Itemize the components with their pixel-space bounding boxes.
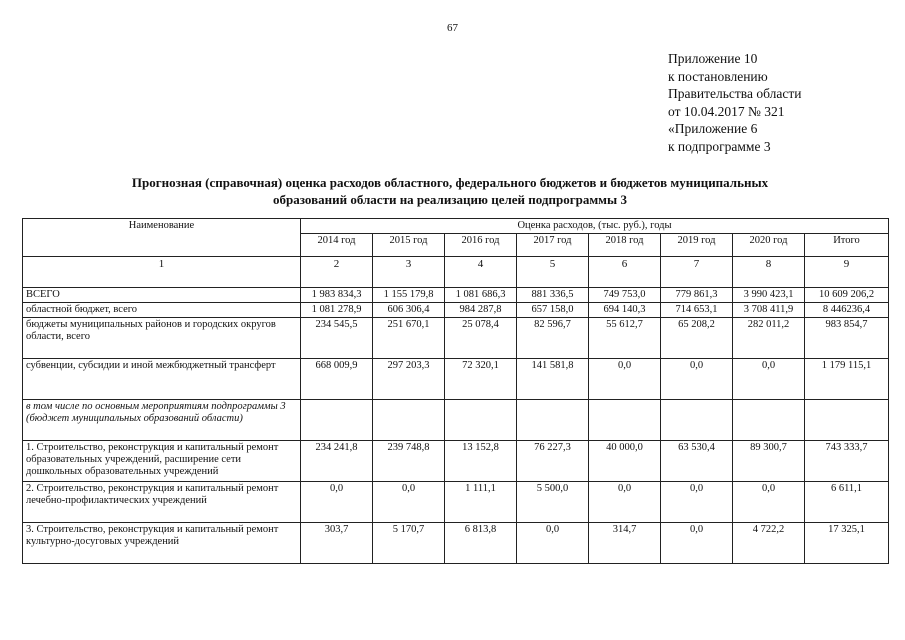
table-row xyxy=(23,441,889,482)
row-value: 0,0 xyxy=(661,359,733,400)
header-year: 2017 год xyxy=(517,234,589,257)
appendix-line: к постановлению xyxy=(668,68,768,84)
row-value: 234 545,5 xyxy=(301,318,373,359)
row-value: 657 158,0 xyxy=(517,303,589,318)
appendix-block xyxy=(668,50,801,155)
row-name: в том числе по основным мероприятиям подпрограммы 3 (бюджет муниципальных образований области) xyxy=(23,400,301,441)
row-value: 3 708 411,9 xyxy=(733,303,805,318)
budget-table xyxy=(22,218,889,564)
row-value xyxy=(733,400,805,441)
header-year: 2019 год xyxy=(661,234,733,257)
row-value xyxy=(805,400,889,441)
appendix-line: Приложение 10 xyxy=(668,51,758,66)
row-value: 25 078,4 xyxy=(445,318,517,359)
column-number: 6 xyxy=(589,257,661,288)
row-value: 743 333,7 xyxy=(805,441,889,482)
column-number: 4 xyxy=(445,257,517,288)
appendix-line: к подпрограмме 3 xyxy=(668,138,771,154)
column-number: 7 xyxy=(661,257,733,288)
row-value: 1 081 278,9 xyxy=(301,303,373,318)
row-value: 141 581,8 xyxy=(517,359,589,400)
row-value: 63 530,4 xyxy=(661,441,733,482)
row-value: 881 336,5 xyxy=(517,288,589,303)
header-year: 2018 год xyxy=(589,234,661,257)
row-name: ВСЕГО xyxy=(23,288,301,303)
row-value: 0,0 xyxy=(517,523,589,564)
column-number: 8 xyxy=(733,257,805,288)
row-value: 606 306,4 xyxy=(373,303,445,318)
row-value: 694 140,3 xyxy=(589,303,661,318)
row-value: 13 152,8 xyxy=(445,441,517,482)
appendix-line: Правительства области xyxy=(668,86,802,101)
row-value xyxy=(661,400,733,441)
row-value: 17 325,1 xyxy=(805,523,889,564)
row-value xyxy=(373,400,445,441)
row-value: 983 854,7 xyxy=(805,318,889,359)
row-name: 3. Строительство, реконструкция и капитальный ремонт культурно-досуговых учреждений xyxy=(23,523,301,564)
row-value: 749 753,0 xyxy=(589,288,661,303)
row-value: 1 179 115,1 xyxy=(805,359,889,400)
row-name: бюджеты муниципальных районов и городских округов области, всего xyxy=(23,318,301,359)
row-value: 3 990 423,1 xyxy=(733,288,805,303)
header-year: Итого xyxy=(805,234,889,257)
row-value: 297 203,3 xyxy=(373,359,445,400)
column-number: 5 xyxy=(517,257,589,288)
row-value: 1 081 686,3 xyxy=(445,288,517,303)
row-value: 76 227,3 xyxy=(517,441,589,482)
header-name: Наименование xyxy=(23,219,301,257)
row-value: 1 155 179,8 xyxy=(373,288,445,303)
table-row xyxy=(23,400,889,441)
row-value: 72 320,1 xyxy=(445,359,517,400)
row-value: 0,0 xyxy=(589,359,661,400)
row-value xyxy=(301,400,373,441)
row-value: 668 009,9 xyxy=(301,359,373,400)
row-value: 0,0 xyxy=(661,523,733,564)
table-row xyxy=(23,482,889,523)
row-value: 0,0 xyxy=(589,482,661,523)
row-value: 239 748,8 xyxy=(373,441,445,482)
header-year: 2014 год xyxy=(301,234,373,257)
row-value: 714 653,1 xyxy=(661,303,733,318)
column-number: 1 xyxy=(23,257,301,288)
document-title xyxy=(40,174,860,208)
appendix-line: «Приложение 6 xyxy=(668,121,758,136)
table-row xyxy=(23,359,889,400)
table-row xyxy=(23,288,889,303)
row-value: 0,0 xyxy=(301,482,373,523)
row-value: 282 011,2 xyxy=(733,318,805,359)
row-value: 4 722,2 xyxy=(733,523,805,564)
header-expense-estimate: Оценка расходов, (тыс. руб.), годы xyxy=(301,219,889,234)
row-value: 5 170,7 xyxy=(373,523,445,564)
row-value: 82 596,7 xyxy=(517,318,589,359)
row-value: 5 500,0 xyxy=(517,482,589,523)
row-value: 984 287,8 xyxy=(445,303,517,318)
row-value xyxy=(517,400,589,441)
header-year: 2015 год xyxy=(373,234,445,257)
row-name: субвенции, субсидии и иной межбюджетный трансферт xyxy=(23,359,301,400)
row-value: 55 612,7 xyxy=(589,318,661,359)
row-value: 6 813,8 xyxy=(445,523,517,564)
row-value: 779 861,3 xyxy=(661,288,733,303)
row-value: 65 208,2 xyxy=(661,318,733,359)
row-value: 251 670,1 xyxy=(373,318,445,359)
row-value: 89 300,7 xyxy=(733,441,805,482)
row-value: 0,0 xyxy=(661,482,733,523)
row-value: 314,7 xyxy=(589,523,661,564)
row-name: 1. Строительство, реконструкция и капитальный ремонт образовательных учреждений, расширение сети дошкольных образовательных учреждений xyxy=(23,441,301,482)
row-value: 303,7 xyxy=(301,523,373,564)
appendix-line: от 10.04.2017 № 321 xyxy=(668,103,785,119)
row-value xyxy=(589,400,661,441)
column-number: 2 xyxy=(301,257,373,288)
row-name: областной бюджет, всего xyxy=(23,303,301,318)
row-value: 0,0 xyxy=(373,482,445,523)
row-value: 234 241,8 xyxy=(301,441,373,482)
header-year: 2020 год xyxy=(733,234,805,257)
table-row xyxy=(23,303,889,318)
column-number: 9 xyxy=(805,257,889,288)
header-year: 2016 год xyxy=(445,234,517,257)
title-line: образований области на реализацию целей подпрограммы 3 xyxy=(273,192,627,207)
row-value: 0,0 xyxy=(733,359,805,400)
row-value xyxy=(445,400,517,441)
row-value: 1 111,1 xyxy=(445,482,517,523)
row-value: 1 983 834,3 xyxy=(301,288,373,303)
row-value: 0,0 xyxy=(733,482,805,523)
title-line: Прогнозная (справочная) оценка расходов областного, федерального бюджетов и бюджетов муниципальных xyxy=(131,175,769,190)
row-value: 10 609 206,2 xyxy=(805,288,889,303)
column-number: 3 xyxy=(373,257,445,288)
table-row xyxy=(23,523,889,564)
row-value: 40 000,0 xyxy=(589,441,661,482)
table-row xyxy=(23,318,889,359)
row-name: 2. Строительство, реконструкция и капитальный ремонт лечебно-профилактических учреждений xyxy=(23,482,301,523)
row-value: 8 446236,4 xyxy=(805,303,889,318)
page-number: 67 xyxy=(447,22,458,34)
row-value: 6 611,1 xyxy=(805,482,889,523)
